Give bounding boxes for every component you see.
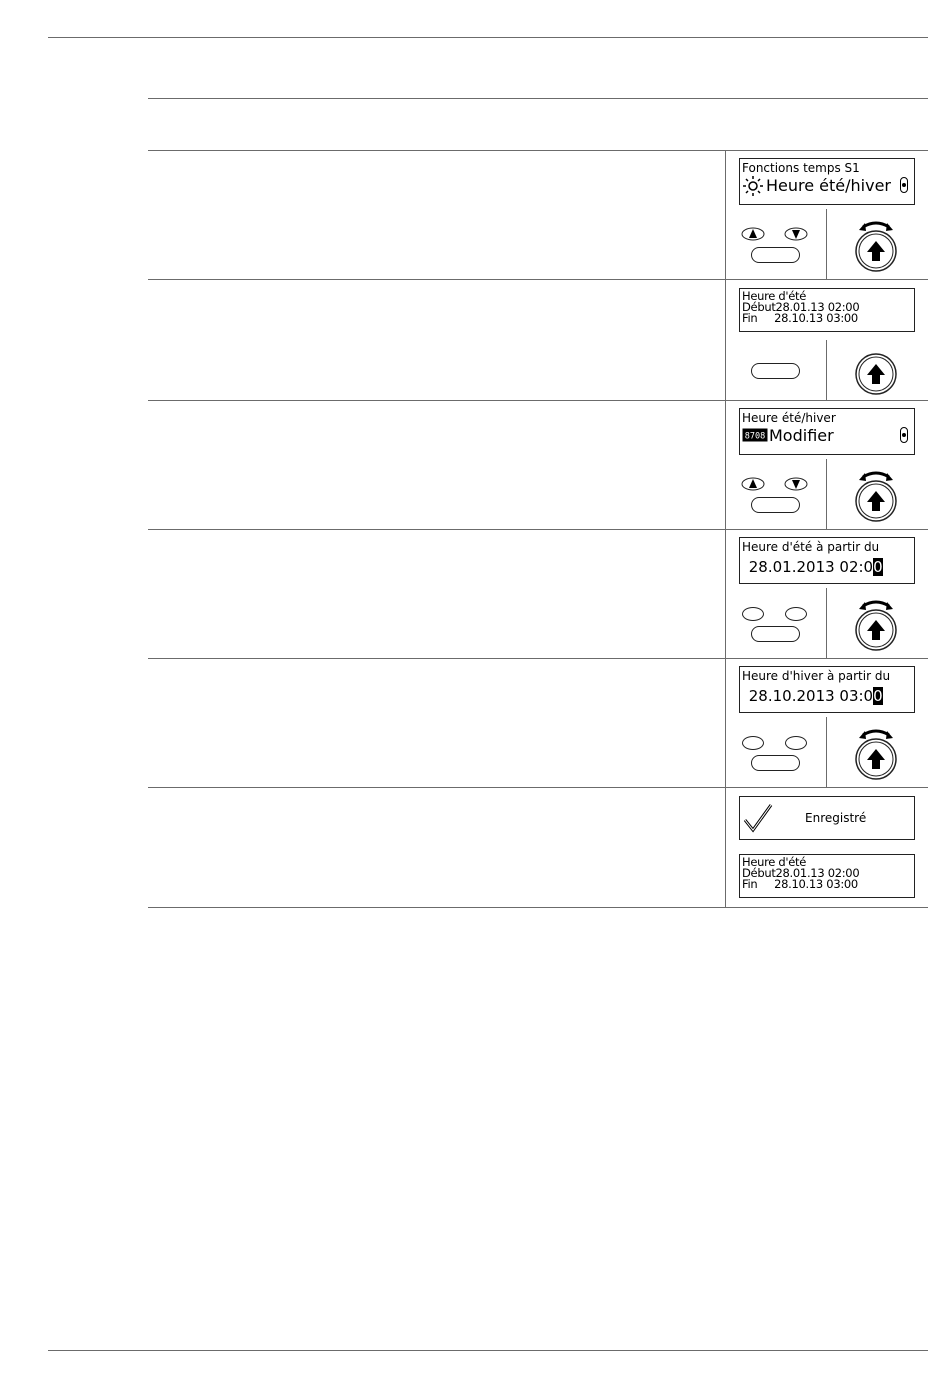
step-row-3: [148, 400, 928, 529]
step-text-6: [148, 788, 718, 907]
controls-divider: [826, 340, 827, 400]
left-button[interactable]: [742, 736, 764, 750]
controls-divider: [826, 717, 827, 787]
checkmark-icon: [742, 802, 774, 834]
lcd-line-1: Heure d'été: [742, 289, 807, 303]
controls-4: [726, 588, 928, 658]
lcd-line-2: Début28.01.13 02:00: [742, 866, 860, 880]
sun-icon: [742, 175, 764, 197]
lcd-screen-4: [739, 537, 915, 584]
step-text-3: [148, 401, 718, 529]
saved-label: Enregistré: [805, 811, 867, 825]
lcd-screen-saved: [739, 796, 915, 840]
controls-5: [726, 717, 928, 787]
ok-button[interactable]: [751, 497, 800, 513]
lcd-screen-3: [739, 408, 915, 455]
step-row-5: [148, 658, 928, 787]
rotary-knob-icon[interactable]: [851, 725, 901, 781]
table-top-rule: [148, 98, 928, 99]
rotary-knob-icon[interactable]: [851, 596, 901, 652]
scroll-indicator: [900, 427, 908, 443]
step-text-4: [148, 530, 718, 658]
up-arrow-button[interactable]: [741, 227, 765, 241]
column-divider: [725, 788, 726, 907]
lcd-line-1: Heure d'été: [742, 855, 807, 869]
step-row-2: [148, 279, 928, 400]
calendar-badge-text: 8708: [744, 431, 766, 442]
edit-cursor[interactable]: 0: [873, 558, 883, 576]
lcd-line-1: Fonctions temps S1: [742, 161, 860, 175]
controls-3: [726, 459, 928, 529]
top-rule: [48, 37, 928, 38]
step-text-2: [148, 280, 718, 400]
lcd-screen-1: [739, 158, 915, 205]
controls-divider: [826, 209, 827, 279]
lcd-screen-5: [739, 666, 915, 713]
lcd-screen-2: [739, 288, 915, 332]
lcd-line-1: Heure d'été à partir du: [742, 540, 880, 554]
controls-2: [726, 340, 928, 400]
lcd-line-2-wrap: [740, 553, 914, 575]
lcd-line-3: Fin 28.10.13 03:00: [742, 311, 858, 325]
rotary-knob-icon[interactable]: [851, 217, 901, 273]
calendar-icon: [742, 428, 768, 442]
ok-button[interactable]: [751, 626, 800, 642]
up-arrow-button[interactable]: [741, 477, 765, 491]
step-row-6: [148, 787, 928, 908]
edit-cursor[interactable]: 0: [873, 687, 883, 705]
lcd-line-2-wrap: [740, 682, 914, 704]
lcd-line-3: Fin 28.10.13 03:00: [742, 877, 858, 891]
step-row-4: [148, 529, 928, 658]
down-arrow-button[interactable]: [784, 227, 808, 241]
controls-1: [726, 209, 928, 279]
lcd-line-2: Modifier: [769, 426, 834, 445]
ok-button[interactable]: [751, 755, 800, 771]
down-arrow-button[interactable]: [784, 477, 808, 491]
scroll-indicator: [900, 177, 908, 193]
ok-button[interactable]: [751, 363, 800, 379]
right-button[interactable]: [785, 736, 807, 750]
controls-divider: [826, 588, 827, 658]
lcd-line-1: Heure d'hiver à partir du: [742, 669, 891, 683]
lcd-line-2: Début28.01.13 02:00: [742, 300, 860, 314]
rotary-knob-icon[interactable]: [851, 467, 901, 523]
step-row-1: [148, 150, 928, 279]
rotary-knob-icon[interactable]: [851, 340, 901, 396]
controls-divider: [826, 459, 827, 529]
lcd-line-2: 28.01.2013 02:0: [744, 558, 874, 576]
bottom-rule: [48, 1350, 928, 1351]
lcd-screen-6: [739, 854, 915, 898]
step-text-5: [148, 659, 718, 787]
lcd-line-2: 28.10.2013 03:0: [744, 687, 874, 705]
left-button[interactable]: [742, 607, 764, 621]
right-button[interactable]: [785, 607, 807, 621]
lcd-line-2: Heure été/hiver: [766, 176, 891, 195]
ok-button[interactable]: [751, 247, 800, 263]
lcd-line-1: Heure été/hiver: [742, 411, 836, 425]
step-text-1: [148, 151, 718, 279]
